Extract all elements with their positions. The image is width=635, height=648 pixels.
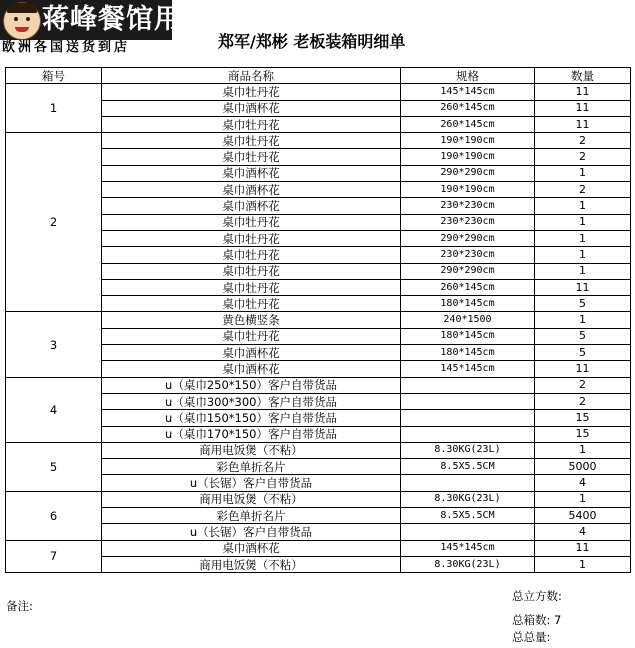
quantity-cell: 5	[535, 345, 631, 361]
spec-cell: 290*290cm	[401, 230, 535, 246]
product-name-cell: 彩色单折名片	[102, 508, 401, 524]
packing-list-table	[5, 67, 631, 573]
quantity-cell: 2	[535, 133, 631, 149]
product-name-cell: 桌巾牡丹花	[102, 84, 401, 100]
spec-cell: 190*190cm	[401, 133, 535, 149]
spec-cell: 190*190cm	[401, 182, 535, 198]
spec-cell: 8.30KG(23L)	[401, 556, 535, 572]
quantity-cell: 1	[535, 165, 631, 181]
spec-cell: 240*1500	[401, 312, 535, 328]
quantity-cell: 11	[535, 100, 631, 116]
table-row	[6, 377, 631, 393]
quantity-cell: 15	[535, 410, 631, 426]
product-name-cell: u（桌巾250*150）客户自带货品	[102, 377, 401, 393]
product-name-cell: u（桌巾170*150）客户自带货品	[102, 426, 401, 442]
spec-cell: 8.30KG(23L)	[401, 442, 535, 458]
total-weight-label: 总总量:	[512, 630, 551, 644]
product-name-cell: 商用电饭煲（不粘）	[102, 442, 401, 458]
spec-cell	[401, 475, 535, 491]
quantity-cell: 1	[535, 214, 631, 230]
header-quantity: 数量	[535, 68, 631, 84]
spec-cell: 180*145cm	[401, 345, 535, 361]
spec-cell: 260*145cm	[401, 279, 535, 295]
spec-cell: 180*145cm	[401, 296, 535, 312]
product-name-cell: u（长锯）客户自带货品	[102, 524, 401, 540]
quantity-cell: 15	[535, 426, 631, 442]
table-row	[6, 84, 631, 100]
box-number-cell: 1	[6, 84, 102, 133]
spec-cell: 145*145cm	[401, 540, 535, 556]
spec-cell: 260*145cm	[401, 100, 535, 116]
quantity-cell: 11	[535, 116, 631, 132]
spec-cell: 190*190cm	[401, 149, 535, 165]
quantity-cell: 1	[535, 442, 631, 458]
product-name-cell: 桌巾牡丹花	[102, 296, 401, 312]
box-number-cell: 6	[6, 491, 102, 540]
product-name-cell: 桌巾酒杯花	[102, 182, 401, 198]
box-number-cell: 2	[6, 133, 102, 312]
product-name-cell: u（桌巾300*300）客户自带货品	[102, 393, 401, 409]
header-product-name: 商品名称	[102, 68, 401, 84]
spec-cell: 230*230cm	[401, 247, 535, 263]
box-number-cell: 4	[6, 377, 102, 442]
document-title: 郑军/郑彬 老板装箱明细单	[218, 32, 406, 51]
header-spec: 规格	[401, 68, 535, 84]
spec-cell: 290*290cm	[401, 165, 535, 181]
total-volume-label: 总立方数:	[512, 589, 562, 603]
remarks-label: 备注:	[6, 599, 33, 613]
quantity-cell: 11	[535, 84, 631, 100]
product-name-cell: 桌巾牡丹花	[102, 263, 401, 279]
quantity-cell: 1	[535, 556, 631, 572]
product-name-cell: u（长锯）客户自带货品	[102, 475, 401, 491]
spec-cell: 8.30KG(23L)	[401, 491, 535, 507]
spec-cell	[401, 377, 535, 393]
logo-banner	[0, 0, 210, 40]
product-name-cell: 商用电饭煲（不粘）	[102, 556, 401, 572]
store-logo	[0, 0, 210, 58]
product-name-cell: 桌巾酒杯花	[102, 540, 401, 556]
quantity-cell: 1	[535, 312, 631, 328]
box-number-cell: 7	[6, 540, 102, 573]
total-boxes-value: 7	[554, 613, 562, 627]
product-name-cell: 桌巾酒杯花	[102, 345, 401, 361]
table-row	[6, 540, 631, 556]
quantity-cell: 2	[535, 182, 631, 198]
total-boxes	[512, 612, 561, 628]
quantity-cell: 1	[535, 230, 631, 246]
quantity-cell: 1	[535, 263, 631, 279]
box-number-cell: 5	[6, 442, 102, 491]
spec-cell: 180*145cm	[401, 328, 535, 344]
quantity-cell: 1	[535, 198, 631, 214]
table-header-row	[6, 68, 631, 84]
logo-brand-name: 蒋峰餐馆用品	[42, 4, 210, 35]
product-name-cell: 桌巾牡丹花	[102, 230, 401, 246]
quantity-cell: 4	[535, 524, 631, 540]
quantity-cell: 2	[535, 377, 631, 393]
spec-cell	[401, 410, 535, 426]
spec-cell: 290*290cm	[401, 263, 535, 279]
quantity-cell: 2	[535, 393, 631, 409]
total-boxes-label: 总箱数:	[512, 613, 551, 627]
quantity-cell: 1	[535, 247, 631, 263]
packing-list-body	[6, 84, 631, 573]
product-name-cell: 黄色横竖条	[102, 312, 401, 328]
product-name-cell: 桌巾牡丹花	[102, 247, 401, 263]
product-name-cell: 桌巾牡丹花	[102, 116, 401, 132]
product-name-cell: 桌巾酒杯花	[102, 100, 401, 116]
spec-cell: 145*145cm	[401, 84, 535, 100]
table-row	[6, 442, 631, 458]
table-row	[6, 491, 631, 507]
quantity-cell: 5	[535, 328, 631, 344]
spec-cell: 230*230cm	[401, 198, 535, 214]
mascot-face-icon	[3, 2, 41, 40]
quantity-cell: 5400	[535, 508, 631, 524]
spec-cell: 260*145cm	[401, 116, 535, 132]
product-name-cell: 桌巾牡丹花	[102, 149, 401, 165]
quantity-cell: 5000	[535, 459, 631, 475]
product-name-cell: 彩色单折名片	[102, 459, 401, 475]
product-name-cell: 桌巾牡丹花	[102, 214, 401, 230]
product-name-cell: 桌巾酒杯花	[102, 198, 401, 214]
spec-cell	[401, 393, 535, 409]
spec-cell: 8.5X5.5CM	[401, 508, 535, 524]
quantity-cell: 11	[535, 361, 631, 377]
box-number-cell: 3	[6, 312, 102, 377]
quantity-cell: 4	[535, 475, 631, 491]
quantity-cell: 5	[535, 296, 631, 312]
table-row	[6, 312, 631, 328]
spec-cell	[401, 524, 535, 540]
table-row	[6, 133, 631, 149]
product-name-cell: 桌巾牡丹花	[102, 279, 401, 295]
quantity-cell: 1	[535, 491, 631, 507]
spec-cell: 8.5X5.5CM	[401, 459, 535, 475]
spec-cell: 145*145cm	[401, 361, 535, 377]
header-box-number: 箱号	[6, 68, 102, 84]
product-name-cell: 桌巾酒杯花	[102, 361, 401, 377]
quantity-cell: 11	[535, 540, 631, 556]
product-name-cell: 桌巾牡丹花	[102, 328, 401, 344]
spec-cell	[401, 426, 535, 442]
product-name-cell: 桌巾酒杯花	[102, 165, 401, 181]
quantity-cell: 2	[535, 149, 631, 165]
logo-slogan: 欧洲各国送货到店	[2, 40, 131, 55]
product-name-cell: u（桌巾150*150）客户自带货品	[102, 410, 401, 426]
quantity-cell: 11	[535, 279, 631, 295]
product-name-cell: 桌巾牡丹花	[102, 133, 401, 149]
product-name-cell: 商用电饭煲（不粘）	[102, 491, 401, 507]
spec-cell: 230*230cm	[401, 214, 535, 230]
